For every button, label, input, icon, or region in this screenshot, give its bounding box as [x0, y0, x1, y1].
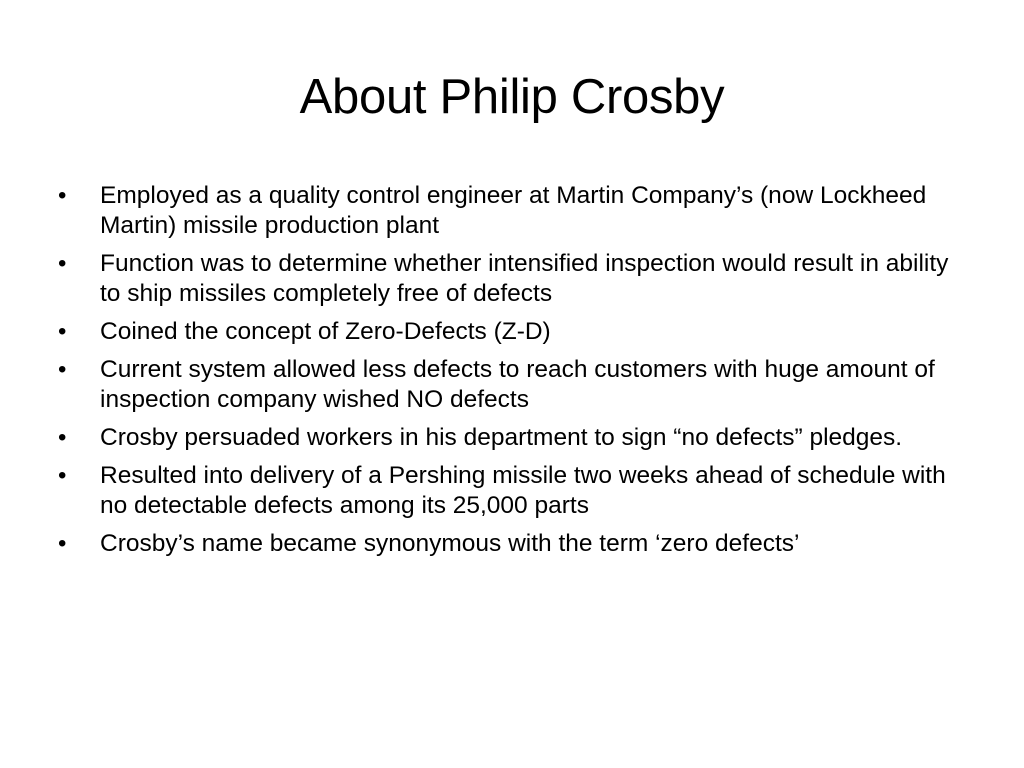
bullet-text: Current system allowed less defects to reach customers with huge amount of inspection company wished NO defects [100, 356, 935, 413]
bullet-text: Crosby persuaded workers in his department to sign “no defects” pledges. [100, 424, 903, 451]
slide-title: About Philip Crosby [299, 70, 725, 124]
bullet-icon: • [58, 424, 67, 451]
bullet-item [58, 181, 958, 241]
bullet-item [58, 249, 958, 309]
bullet-icon: • [58, 462, 67, 489]
bullet-item [58, 317, 958, 347]
bullet-text: Crosby’s name became synonymous with the term ‘zero defects’ [100, 530, 800, 557]
bullet-item [58, 461, 958, 521]
bullet-text: Resulted into delivery of a Pershing missile two weeks ahead of schedule with no detectable defects among its 25,000 parts [100, 462, 946, 519]
bullet-item [58, 355, 958, 415]
bullet-icon: • [58, 356, 67, 383]
bullet-icon: • [58, 182, 67, 209]
bullet-icon: • [58, 530, 67, 557]
bullet-list [58, 181, 958, 567]
bullet-item [58, 529, 958, 559]
bullet-item [58, 423, 958, 453]
bullet-text: Function was to determine whether intensified inspection would result in ability to ship missiles completely free of defects [100, 250, 949, 307]
bullet-text: Employed as a quality control engineer at Martin Company’s (now Lockheed Martin) missile production plant [100, 182, 927, 239]
bullet-icon: • [58, 250, 67, 277]
bullet-icon: • [58, 318, 67, 345]
bullet-text: Coined the concept of Zero-Defects (Z-D) [100, 318, 551, 345]
